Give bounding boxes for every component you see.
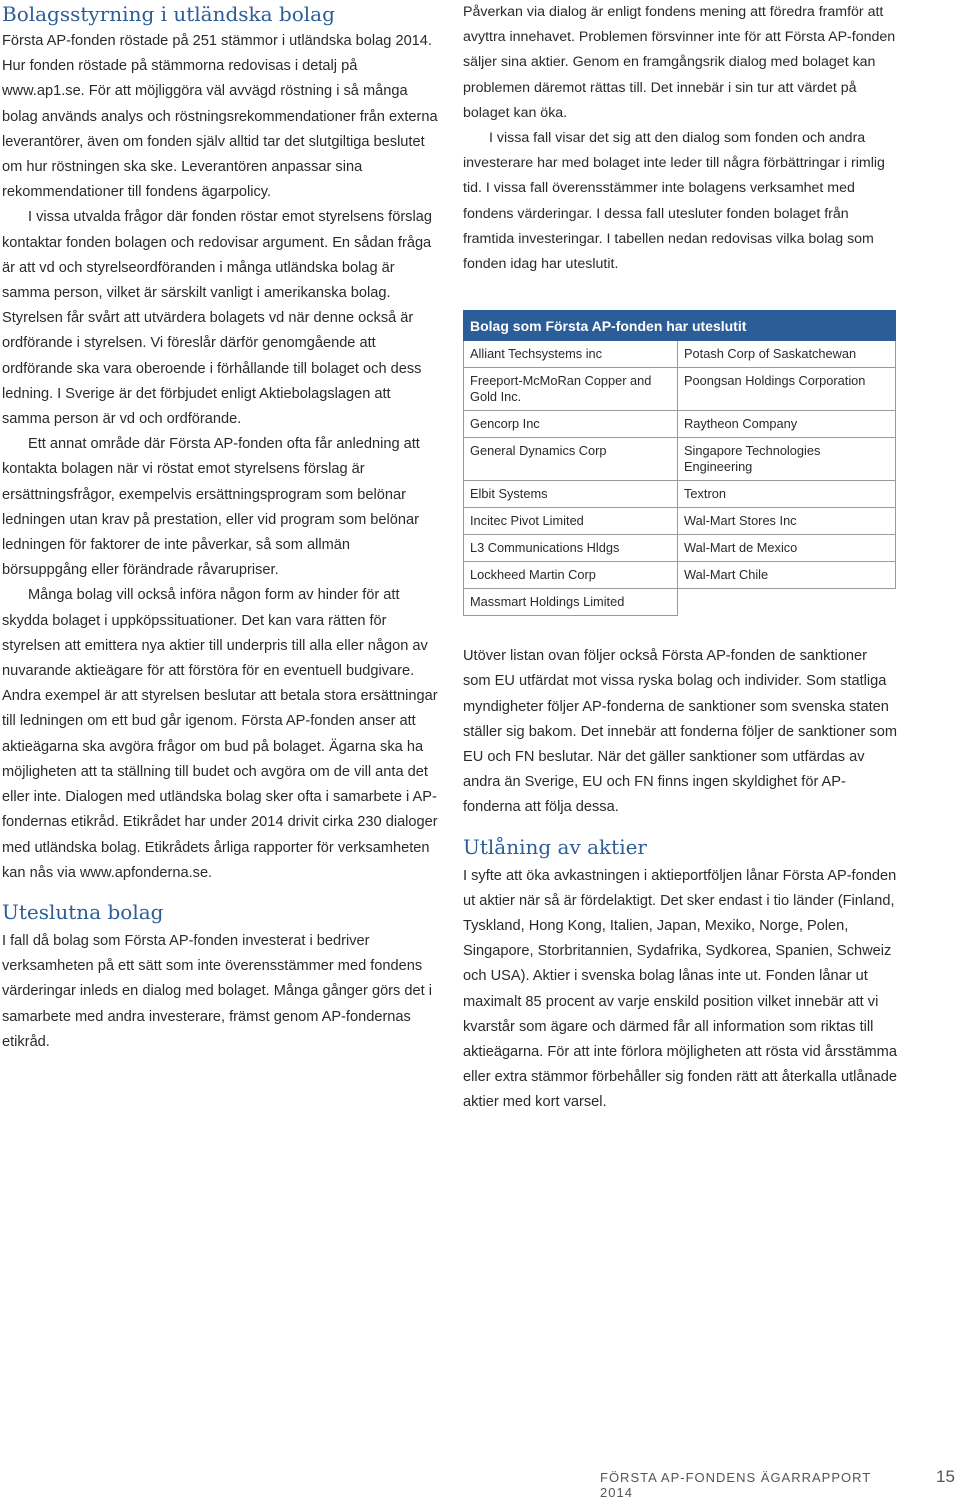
table-cell: Alliant Techsystems inc: [464, 341, 678, 368]
table-cell: Singapore Technologies Engineering: [678, 438, 896, 481]
section-heading-lending: Utlåning av aktier: [463, 834, 647, 859]
table-cell: Incitec Pivot Limited: [464, 508, 678, 535]
table-row: [464, 481, 896, 508]
paragraph: I syfte att öka avkastningen i aktieportföljen lånar Första AP-fonden ut aktier när så är fördelaktigt. Det sker endast i tio länder (Finland, Tyskland, Hong Kong, Italien, Japan, Mexiko, Norge, Polen, Singapore, Storbritannien, Sydafrika, Sydkorea, Spanien, Schweiz och USA). Aktier i svenska bolag lånas inte ut. Fonden lånar ut maximalt 85 procent av varje enskild position vilket innebär att vi kvarstår som ägare och därmed får all information som riktas till aktieägarna. För att inte förlora möjligheten att rösta vid årsstämma eller extra stämmor förbehåller sig fonden rätt att återkalla utlånade aktier med kort varsel.: [463, 867, 897, 1111]
table-row: [464, 535, 896, 562]
table-row: [464, 562, 896, 589]
section-heading-governance: Bolagsstyrning i utländska bolag: [2, 2, 335, 26]
table-cell: Lockheed Martin Corp: [464, 562, 678, 589]
table-cell: Wal-Mart de Mexico: [678, 535, 896, 562]
page-number: 15: [936, 1467, 955, 1486]
table-cell: Massmart Holdings Limited: [464, 589, 678, 616]
paragraph: Ett annat område där Första AP-fonden ofta får anledning att kontakta bolagen när vi röstat emot styrelsens förslag är ersättningsfrågor, exempelvis ersättningsprogram som belönar ledningen utan krav på prestation, eller vid program som belönar ledningen för faktorer de inte påverkar, så som allmän börsuppgång eller förändrade råvarupriser.: [2, 436, 420, 579]
paragraph: I vissa fall visar det sig att den dialog som fonden och andra investerare har med bolaget inte leder till några förbättringar i rimlig tid. I vissa fall överensstämmer inte bolagens verksamhet med fondens värderingar. I dessa fall utesluter fonden bolaget från framtida investeringar. I tabellen nedan redovisas vilka bolag som fonden idag har uteslutit.: [463, 130, 885, 273]
paragraph: Utöver listan ovan följer också Första AP-fonden de sanktioner som EU utfärdat mot vissa ryska bolag och individer. Som statliga myndigheter följer AP-fonderna de sanktioner som svenska staten ställer sig bakom. Det innebär att fonderna följer de sanktioner som EU och FN beslutar. När det gäller sanktioner som utfärdas av andra än Sverige, EU och FN finns ingen skyldighet för AP-fonderna att följa dessa.: [463, 648, 897, 816]
table-cell: Gencorp Inc: [464, 411, 678, 438]
table-cell: Elbit Systems: [464, 481, 678, 508]
table-row: [464, 341, 896, 368]
section-heading-excluded: Uteslutna bolag: [2, 899, 164, 924]
right-column: [463, 0, 897, 1116]
table-row: [464, 411, 896, 438]
paragraph: Första AP-fonden röstade på 251 stämmor i utländska bolag 2014. Hur fonden röstade på stämmorna redovisas i detalj på www.ap1.se. För att möjliggöra väl avvägd röstning i så många bolag används analys och röstningsrekommendationer från externa leverantörer, även om fonden själv alltid tar det slutgiltiga beslutet om hur röstningen ska ske. Leverantören anpassar sina rekommendationer till fondens ägarpolicy.: [2, 33, 438, 201]
table-cell: Raytheon Company: [678, 411, 896, 438]
table-row: [464, 508, 896, 535]
table-row: [464, 368, 896, 411]
table-cell-empty: [678, 589, 896, 616]
table-cell: Textron: [678, 481, 896, 508]
left-column: [2, 0, 438, 1055]
table-cell: Freeport-McMoRan Copper and Gold Inc.: [464, 368, 678, 411]
table-cell: General Dynamics Corp: [464, 438, 678, 481]
paragraph: Många bolag vill också införa någon form av hinder för att skydda bolaget i uppköpssituationer. Det kan vara rätten för styrelsen att emittera nya aktier till underpris till alla eller någon av nuvarande aktieägare för att förstöra för en eventuell budgivare. Andra exempel är att styrelsen beslutar att betala stora ersättningar till ledningen om ett bud går igenom. Första AP-fonden anser att aktieägarna ska avgöra frågor om bud på bolaget. Ägarna ska ha möjligheten att ta ställning till budet och avgöra om de vill anta det eller inte. Dialogen med utländska bolag sker ofta i samarbete i AP-fondernas etikråd. Etikrådet har under 2014 drivit cirka 230 dialoger med utländska bolag. Etikrådets årliga rapporter för verksamheten kan nås via www.apfonderna.se.: [2, 587, 438, 881]
table-cell: Potash Corp of Saskatchewan: [678, 341, 896, 368]
table-row: [464, 438, 896, 481]
table-cell: L3 Communications Hldgs: [464, 535, 678, 562]
footer-report-title: FÖRSTA AP-FONDENS ÄGARRAPPORT 2014: [600, 1470, 871, 1500]
paragraph: I fall då bolag som Första AP-fonden investerat i bedriver verksamheten på ett sätt som inte överensstämmer med fondens värderingar inleds en dialog med bolaget. Många gånger görs det i samarbete med andra investerare, främst genom AP-fondernas etikråd.: [2, 932, 432, 1050]
table-row: [464, 589, 896, 616]
excluded-companies-table: [463, 310, 896, 616]
table-header: Bolag som Första AP-fonden har uteslutit: [464, 311, 896, 341]
table-cell: Wal-Mart Stores Inc: [678, 508, 896, 535]
table-cell: Poongsan Holdings Corporation: [678, 368, 896, 411]
table-cell: Wal-Mart Chile: [678, 562, 896, 589]
paragraph: Påverkan via dialog är enligt fondens mening att föredra framför att avyttra innehavet. Problemen försvinner inte för att Första AP-fonden säljer sina aktier. Genom en framgångsrik dialog med bolaget kan problemen däremot rättas till. Det innebär i sin tur att värdet på bolaget kan öka.: [463, 4, 896, 121]
paragraph: I vissa utvalda frågor där fonden röstar emot styrelsens förslag kontaktar fonden bolagen och redovisar argument. En sådan fråga är att vd och styrelseordföranden i många utländska bolag är samma person, vilket är särskilt vanligt i amerikanska bolag. Styrelsen får svårt att utvärdera bolagets vd när denne också är ordförande i styrelsen. Vi föreslår därför genomgående att ordförande ska vara oberoende i förhållande till bolaget och dess ledning. I Sverige är det förbjudet enligt Aktiebolagslagen att samma person är vd och ordförande.: [2, 209, 432, 428]
